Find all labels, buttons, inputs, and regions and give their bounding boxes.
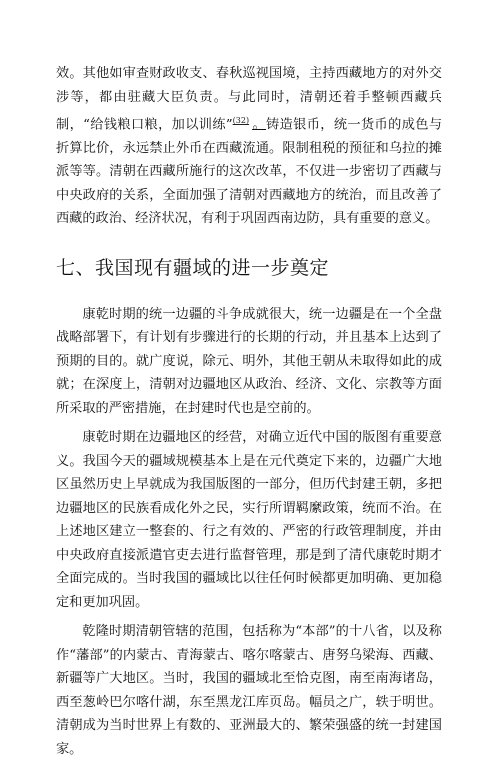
paragraph-2: 康乾时期在边疆地区的经营，对确立近代中国的版图有重要意义。我国今天的疆域规模基本上是在元代奠定下来的，边疆广大地区虽然历史上早就成为我国版图的一部分，但历代封建王朝，多把边疆地区的民族看成化外之民，实行所谓羁縻政策，统而不治。在上述地区建立一整套的、行之有效的、严密的行政管理制度，并由中央政府直接派遣官吏去进行监督管理，那是到了清代康乾时期才全面完成的。当时我国的疆域比以往任何时候都更加明确、更加稳定和更加巩固。 — [56, 430, 442, 610]
paragraph-3: 乾隆时期清朝管辖的范围，包括称为“本部”的十八省，以及称作“藩部”的内蒙古、青海蒙古、喀尔喀蒙古、唐努乌梁海、西藏、新疆等广大地区。当时，我国的疆域北至恰克图，南至南海诸岛，西至葱岭巴尔喀什湖，东至黑龙江库页岛。幅员之广，轶于明世。清朝成为当时世界上有数的、亚洲最大的、繁荣强盛的统一封建国家。 — [56, 624, 442, 757]
paragraph-tibet-reform — [56, 62, 442, 231]
footnote-suffix: 。 — [252, 117, 267, 133]
paragraph-text-part-1: 效。其他如审查财政收支、春秋巡视国境，主持西藏地方的对外交涉等，都由驻藏大臣负责。与此同时，清朝还着手整顿西藏兵制，“给钱粮口粮，加以训练” — [56, 66, 442, 133]
paragraph-1: 康乾时期的统一边疆的斗争成就很大，统一边疆是在一个全盘战略部署下，有计划有步骤进行的长期的行动，并且基本上达到了预期的目的。就广度说，除元、明外，其他王朝从未取得如此的成就；在深度上，清朝对边疆地区从政治、经济、文化、宗教等方面所采取的严密措施，在封建时代也是空前的。 — [56, 306, 442, 416]
footnote-reference[interactable]: (32) — [232, 116, 250, 125]
section-heading: 七、我国现有疆域的进一步奠定 — [56, 256, 330, 279]
paragraph-text-part-2: 铸造银币，统一货币的成色与折算比价，永远禁止外币在西藏流通。限制租税的预征和乌拉的摊派等等。清朝在西藏所施行的这次改革，不仅进一步密切了西藏与中央政府的关系，全面加强了清朝对西藏地方的统治，而且改善了西藏的政治、经济状况，有利于巩固西南边防，具有重要的意义。 — [56, 117, 443, 227]
